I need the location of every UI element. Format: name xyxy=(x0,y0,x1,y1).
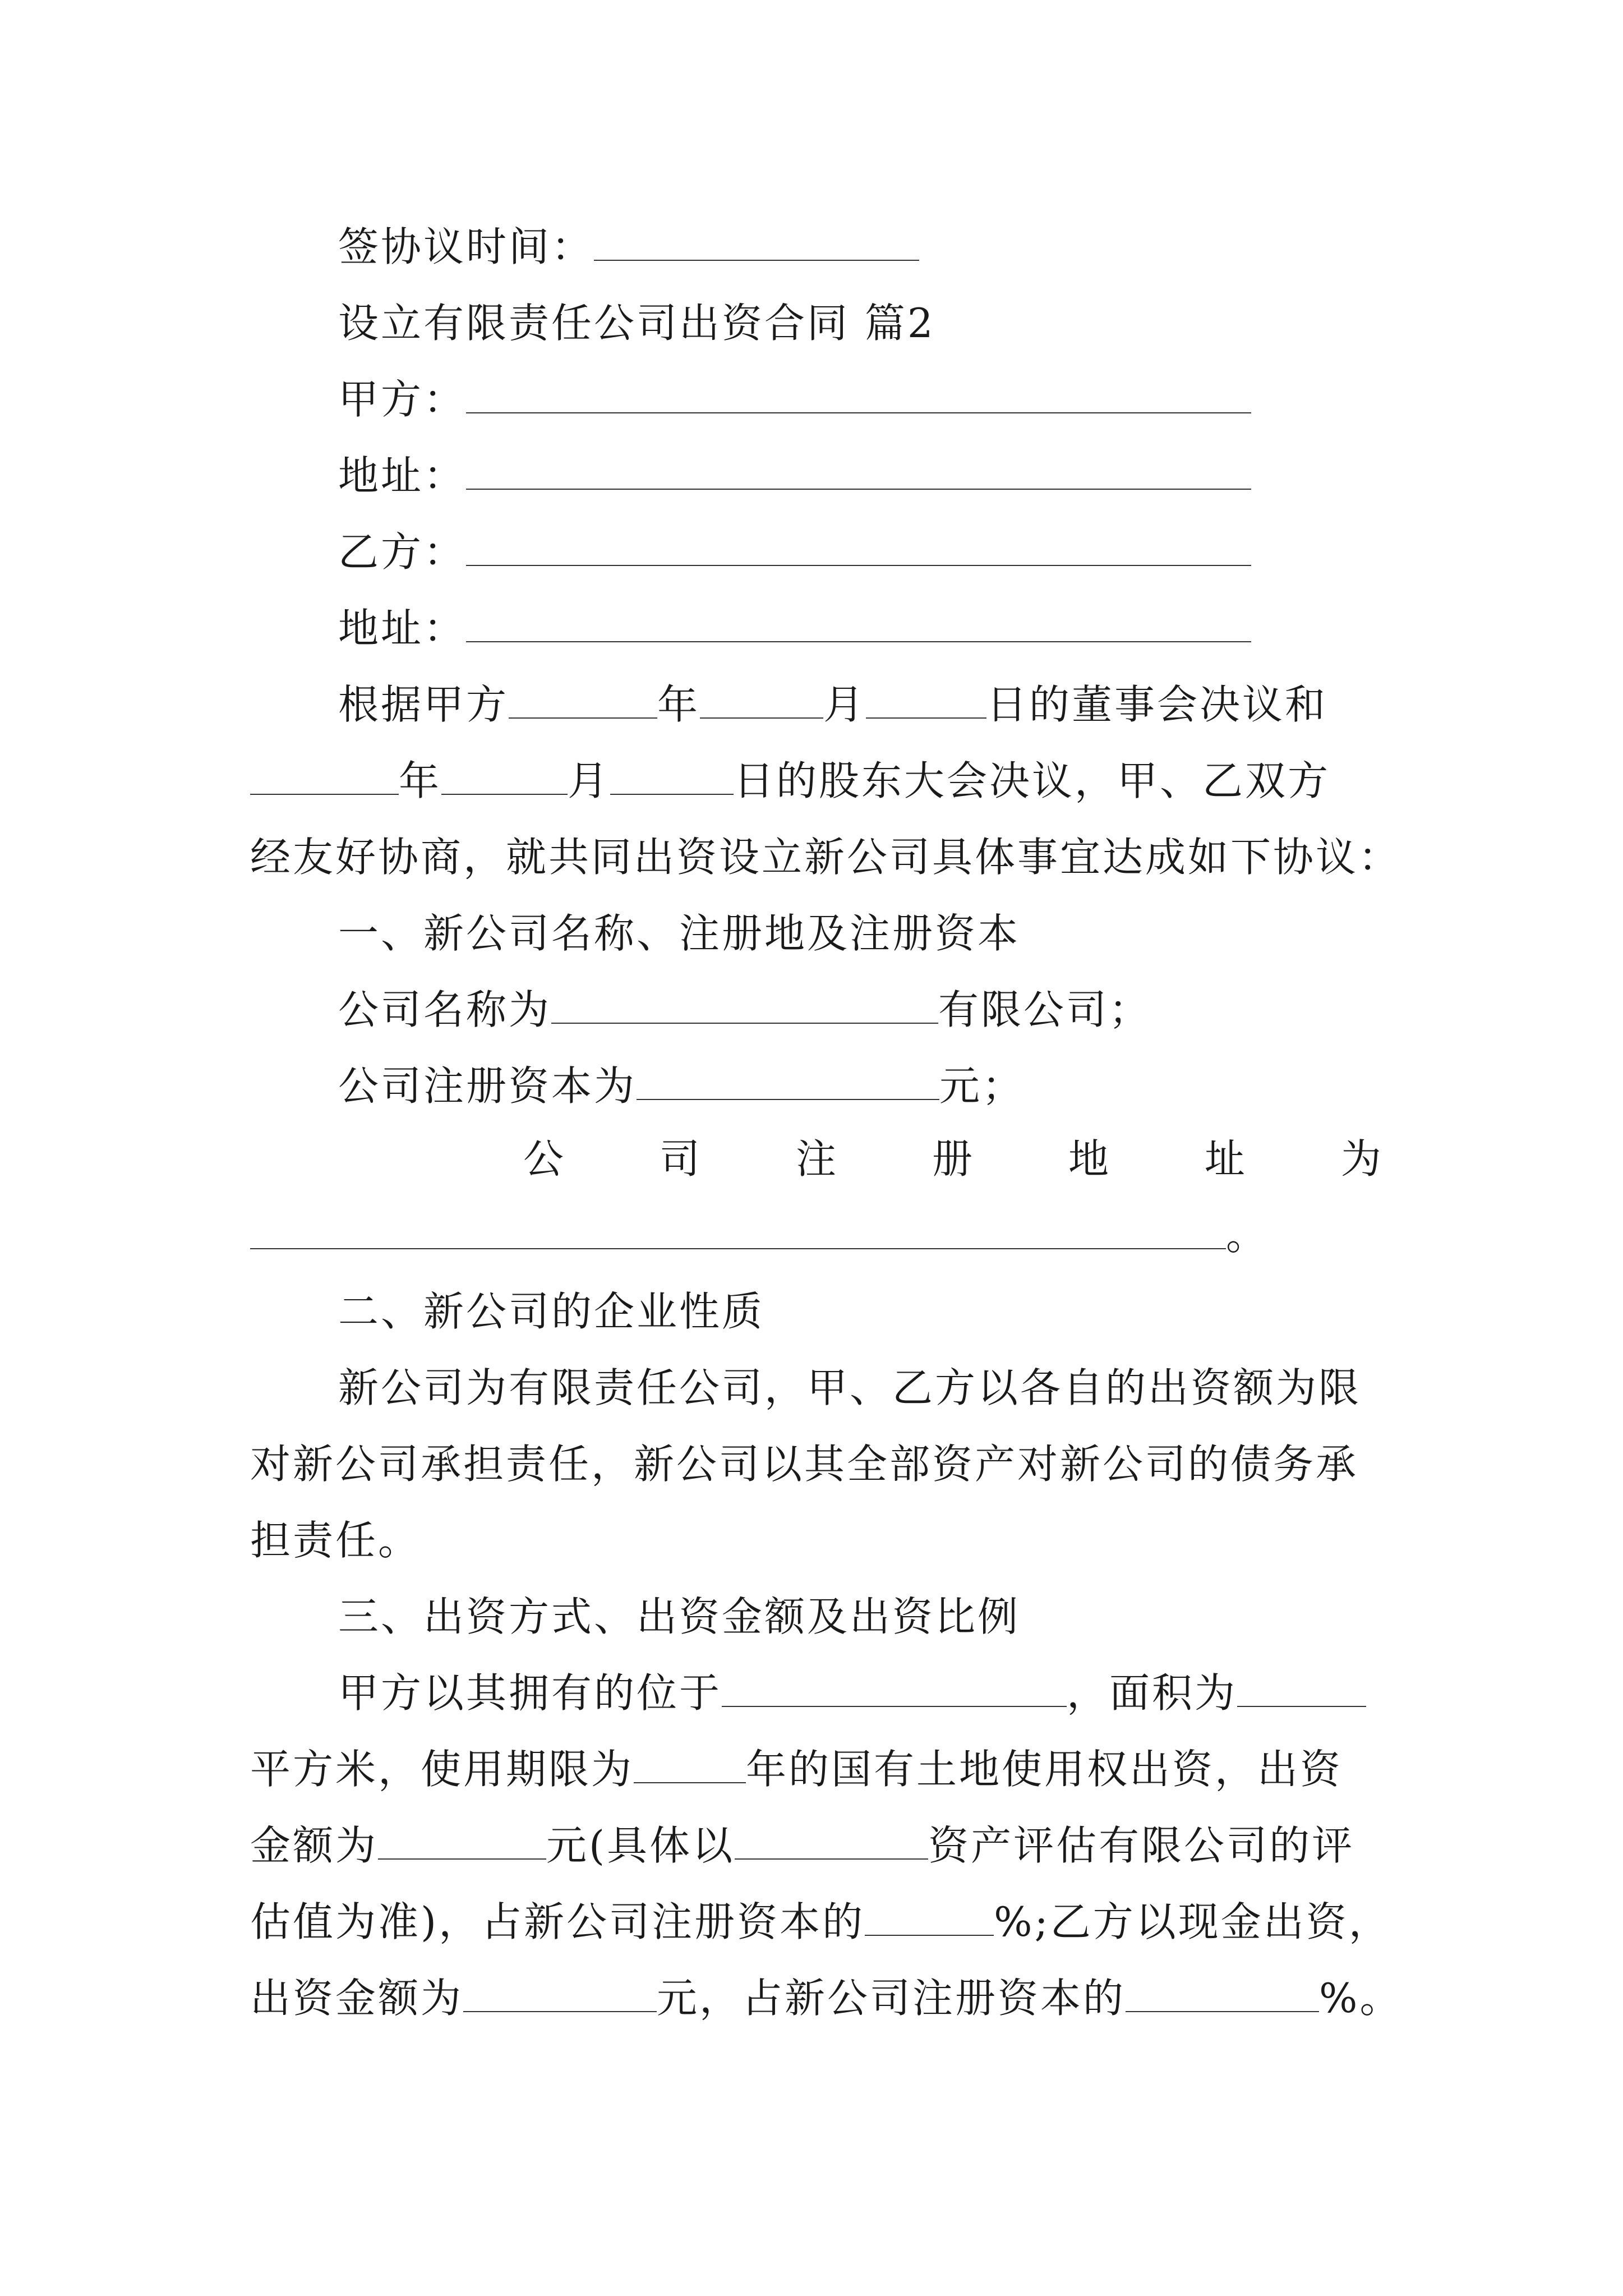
capital-line xyxy=(338,1058,1025,1114)
reg-address-char: 注 xyxy=(795,1135,836,1182)
reg-address-char: 册 xyxy=(932,1135,972,1182)
reg-address-line xyxy=(338,1131,1381,1187)
company-name-suffix: 有限公司； xyxy=(938,986,1152,1033)
nature-line-1: 新公司为有限责任公司，甲、乙方以各自的出资额为限 xyxy=(338,1364,1362,1411)
reg-address-char: 公 xyxy=(523,1135,564,1182)
resolution-text: 日的董事会决议和 xyxy=(986,681,1328,728)
party-b-address-label: 地址： xyxy=(338,605,467,652)
contrib-text: 资产评估有限公司的评 xyxy=(928,1822,1355,1869)
party-b-label: 乙方： xyxy=(338,528,467,576)
contrib-text: 元(具体以 xyxy=(546,1822,735,1869)
board-month-blank xyxy=(700,678,823,719)
contrib-text: %。 xyxy=(1319,1975,1403,2022)
party-a-percent-blank xyxy=(865,1895,994,1936)
land-area-blank xyxy=(1237,1667,1366,1707)
party-a-amount-blank xyxy=(378,1819,546,1860)
resolution-text: 日的股东大会决议，甲、乙双方 xyxy=(734,757,1331,804)
resolution-line-2 xyxy=(250,753,1330,809)
section-1-title: 一、新公司名称、注册地及注册资本 xyxy=(338,910,1021,957)
board-year-blank xyxy=(509,678,657,719)
contrib-text: 平方米，使用期限为 xyxy=(250,1746,634,1793)
company-name-blank xyxy=(551,983,938,1024)
resolution-line-1 xyxy=(338,677,1327,733)
resolution-line-3: 经友好协商，就共同出资设立新公司具体事宜达成如下协议： xyxy=(250,834,1401,881)
party-b-line xyxy=(338,524,1251,580)
contrib-text: 出资金额为 xyxy=(250,1975,464,2022)
meeting-year-blank xyxy=(250,754,399,795)
appraiser-blank xyxy=(735,1819,928,1860)
sign-time-line xyxy=(338,219,919,275)
section-3-title: 三、出资方式、出资金额及出资比例 xyxy=(338,1593,1021,1640)
company-name-prefix: 公司名称为 xyxy=(338,986,552,1033)
reg-address-end: 。 xyxy=(1226,1212,1269,1259)
reg-address-blank-line xyxy=(250,1207,1269,1263)
reg-address-char: 司 xyxy=(659,1135,700,1182)
nature-line-3: 担责任。 xyxy=(250,1517,421,1564)
contrib-text: 甲方以其拥有的位于 xyxy=(338,1669,722,1717)
party-a-address-line xyxy=(338,448,1251,504)
party-b-address-line xyxy=(338,600,1251,656)
reg-address-char: 址 xyxy=(1204,1135,1245,1182)
capital-blank xyxy=(637,1060,939,1100)
land-location-blank xyxy=(722,1667,1067,1707)
party-a-line xyxy=(338,371,1251,427)
year-label: 年 xyxy=(399,757,442,804)
reg-address-blank xyxy=(250,1209,1226,1249)
party-b-address-blank xyxy=(466,602,1251,642)
capital-prefix: 公司注册资本为 xyxy=(338,1062,637,1110)
party-a-address-blank xyxy=(466,449,1251,490)
capital-suffix: 元； xyxy=(939,1062,1025,1110)
reg-address-char: 地 xyxy=(1068,1135,1109,1182)
contrib-text: 金额为 xyxy=(250,1822,379,1869)
meeting-day-blank xyxy=(610,754,734,795)
month-label: 月 xyxy=(568,757,611,804)
nature-line-2: 对新公司承担责任，新公司以其全部资产对新公司的债务承 xyxy=(250,1441,1359,1488)
party-a-blank xyxy=(466,373,1251,413)
contrib-line-4 xyxy=(250,1894,1391,1950)
contrib-text: 估值为准)，占新公司注册资本的 xyxy=(250,1898,865,1945)
party-a-address-label: 地址： xyxy=(338,452,467,499)
contrib-text: 年的国有土地使用权出资，出资 xyxy=(746,1746,1343,1793)
meeting-month-blank xyxy=(441,754,568,795)
resolution-text: 根据甲方 xyxy=(338,681,509,728)
section-2-title: 二、新公司的企业性质 xyxy=(338,1288,765,1335)
contrib-text: ，面积为 xyxy=(1067,1669,1238,1717)
party-b-amount-blank xyxy=(463,1972,657,2012)
sign-time-label: 签协议时间： xyxy=(338,223,594,270)
contrib-line-3 xyxy=(250,1818,1354,1874)
reg-address-char: 为 xyxy=(1340,1135,1381,1182)
party-a-label: 甲方： xyxy=(338,376,467,423)
board-day-blank xyxy=(866,678,986,719)
year-label: 年 xyxy=(657,681,700,728)
contrib-text: %;乙方以现金出资， xyxy=(994,1898,1391,1945)
contrib-line-1 xyxy=(338,1665,1366,1721)
use-term-blank xyxy=(634,1743,746,1783)
month-label: 月 xyxy=(823,681,866,728)
contrib-line-2 xyxy=(250,1741,1343,1797)
contrib-text: 元，占新公司注册资本的 xyxy=(657,1975,1126,2022)
sign-time-blank xyxy=(594,220,919,261)
company-name-line xyxy=(338,982,1151,1038)
party-b-percent-blank xyxy=(1126,1972,1319,2012)
party-b-blank xyxy=(466,526,1251,566)
document-title: 设立有限责任公司出资合同 篇2 xyxy=(338,300,935,347)
contrib-line-5 xyxy=(250,1970,1402,2026)
